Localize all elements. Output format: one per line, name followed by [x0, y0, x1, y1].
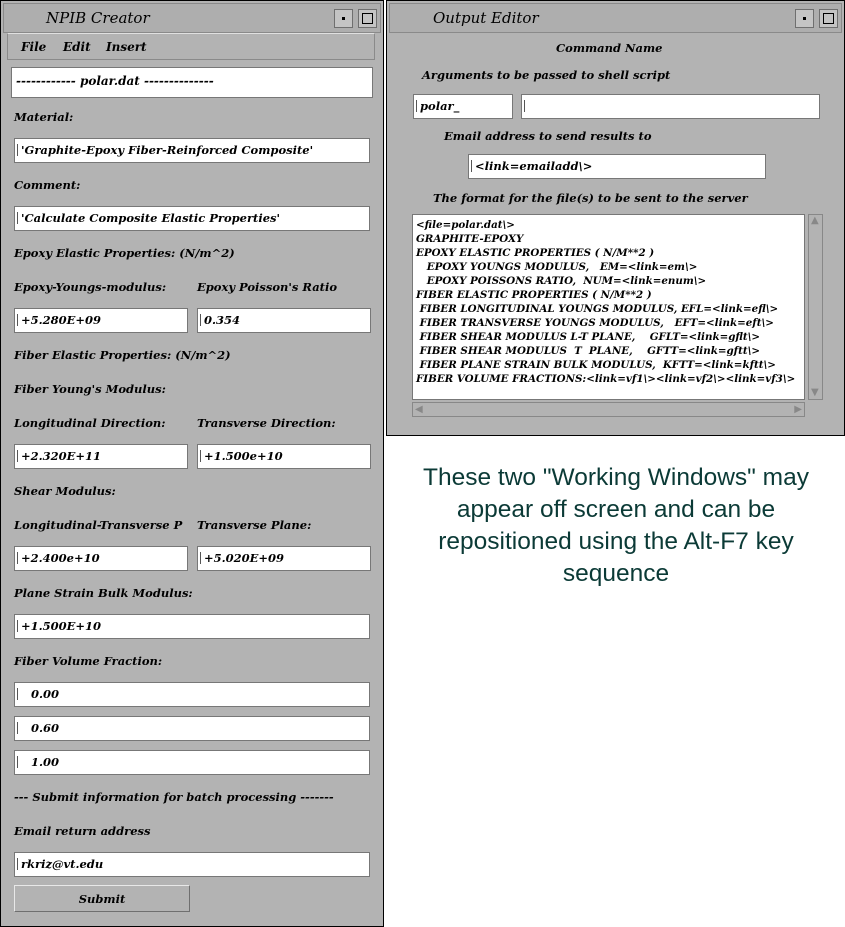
maximize-icon[interactable]: [358, 9, 377, 28]
submit-info-label: --- Submit information for batch processing -------: [14, 790, 334, 804]
email-send-label: Email address to send results to: [444, 129, 652, 143]
format-line: EPOXY YOUNGS MODULUS, EM=<link=em\>: [416, 261, 698, 273]
scroll-right-icon[interactable]: ▶: [794, 404, 802, 415]
output-title-bar[interactable]: [389, 3, 842, 33]
minimize-icon[interactable]: [334, 9, 353, 28]
npib-title-bar[interactable]: [3, 3, 381, 33]
arg-input-2[interactable]: [521, 94, 820, 119]
format-line: FIBER ELASTIC PROPERTIES ( N/M**2 ): [416, 289, 652, 301]
window-title: Output Editor: [433, 9, 539, 27]
bulk-label: Plane Strain Bulk Modulus:: [14, 586, 193, 600]
arg-input-1[interactable]: polar_: [413, 94, 513, 119]
epoxy-poisson-input[interactable]: 0.354: [197, 308, 371, 333]
lt-plane-label: Longitudinal-Transverse P: [14, 518, 183, 532]
vf3-input[interactable]: 1.00: [14, 750, 370, 775]
email-return-label: Email return address: [14, 824, 151, 838]
format-textarea[interactable]: [412, 214, 805, 400]
t-plane-label: Transverse Plane:: [197, 518, 312, 532]
vertical-scrollbar[interactable]: [808, 214, 823, 400]
comment-label: Comment:: [14, 178, 81, 192]
scroll-up-icon[interactable]: ▲: [811, 215, 819, 226]
menu-edit[interactable]: Edit: [63, 40, 91, 54]
material-label: Material:: [14, 110, 74, 124]
comment-input[interactable]: 'Calculate Composite Elastic Properties': [14, 206, 370, 231]
longitudinal-label: Longitudinal Direction:: [14, 416, 166, 430]
epoxy-youngs-label: Epoxy-Youngs-modulus:: [14, 280, 167, 294]
horizontal-scrollbar[interactable]: [412, 402, 805, 417]
command-name-label: Command Name: [556, 41, 663, 55]
transverse-input[interactable]: +1.500e+10: [197, 444, 371, 469]
epoxy-poisson-label: Epoxy Poisson's Ratio: [197, 280, 337, 294]
window-title: NPIB Creator: [46, 9, 150, 27]
menu-insert[interactable]: Insert: [106, 40, 147, 54]
format-line: <file=polar.dat\>: [416, 219, 515, 231]
format-line: FIBER PLANE STRAIN BULK MODULUS, KFTT=<link=kftt\>: [416, 359, 776, 371]
bulk-input[interactable]: +1.500E+10: [14, 614, 370, 639]
menu-bar: [7, 33, 375, 60]
submit-button[interactable]: Submit: [14, 885, 190, 912]
format-line: EPOXY ELASTIC PROPERTIES ( N/M**2 ): [416, 247, 655, 259]
npib-creator-window: [0, 0, 384, 927]
format-line: GRAPHITE-EPOXY: [416, 233, 524, 245]
lt-plane-input[interactable]: +2.400e+10: [14, 546, 188, 571]
format-line: FIBER SHEAR MODULUS L-T PLANE, GFLT=<link=gflt\>: [416, 331, 761, 343]
format-line: FIBER LONGITUDINAL YOUNGS MODULUS, EFL=<link=efl\>: [416, 303, 779, 315]
email-return-input[interactable]: rkriz@vt.edu: [14, 852, 370, 877]
format-line: EPOXY POISSONS RATIO, NUM=<link=enum\>: [416, 275, 707, 287]
menu-file[interactable]: File: [21, 40, 47, 54]
epoxy-youngs-input[interactable]: +5.280E+09: [14, 308, 188, 333]
transverse-label: Transverse Direction:: [197, 416, 336, 430]
vf2-input[interactable]: 0.60: [14, 716, 370, 741]
output-editor-window: [386, 0, 845, 436]
scroll-left-icon[interactable]: ◀: [415, 404, 423, 415]
file-header: ------------ polar.dat --------------: [11, 67, 373, 98]
longitudinal-input[interactable]: +2.320E+11: [14, 444, 188, 469]
minimize-icon[interactable]: [795, 9, 814, 28]
t-plane-input[interactable]: +5.020E+09: [197, 546, 371, 571]
annotation-text: These two "Working Windows" may appear off screen and can be repositioned using the Alt-F7 key sequence: [423, 464, 809, 587]
args-label: Arguments to be passed to shell script: [422, 68, 671, 82]
shear-label: Shear Modulus:: [14, 484, 116, 498]
scroll-down-icon[interactable]: ▼: [811, 387, 819, 398]
fiber-props-label: Fiber Elastic Properties: (N/m^2): [14, 348, 231, 362]
format-label: The format for the file(s) to be sent to the server: [433, 191, 748, 205]
format-line: FIBER TRANSVERSE YOUNGS MODULUS, EFT=<link=eft\>: [416, 317, 774, 329]
vf-label: Fiber Volume Fraction:: [14, 654, 163, 668]
format-line: FIBER SHEAR MODULUS T PLANE, GFTT=<link=gftt\>: [416, 345, 760, 357]
email-send-input[interactable]: <link=emailadd\>: [468, 154, 766, 179]
format-line: FIBER VOLUME FRACTIONS:<link=vf1\><link=vf2\><link=vf3\>: [416, 373, 796, 385]
fiber-youngs-label: Fiber Young's Modulus:: [14, 382, 166, 396]
epoxy-props-label: Epoxy Elastic Properties: (N/m^2): [14, 246, 235, 260]
maximize-icon[interactable]: [819, 9, 838, 28]
vf1-input[interactable]: 0.00: [14, 682, 370, 707]
material-input[interactable]: 'Graphite-Epoxy Fiber-Reinforced Composite': [14, 138, 370, 163]
